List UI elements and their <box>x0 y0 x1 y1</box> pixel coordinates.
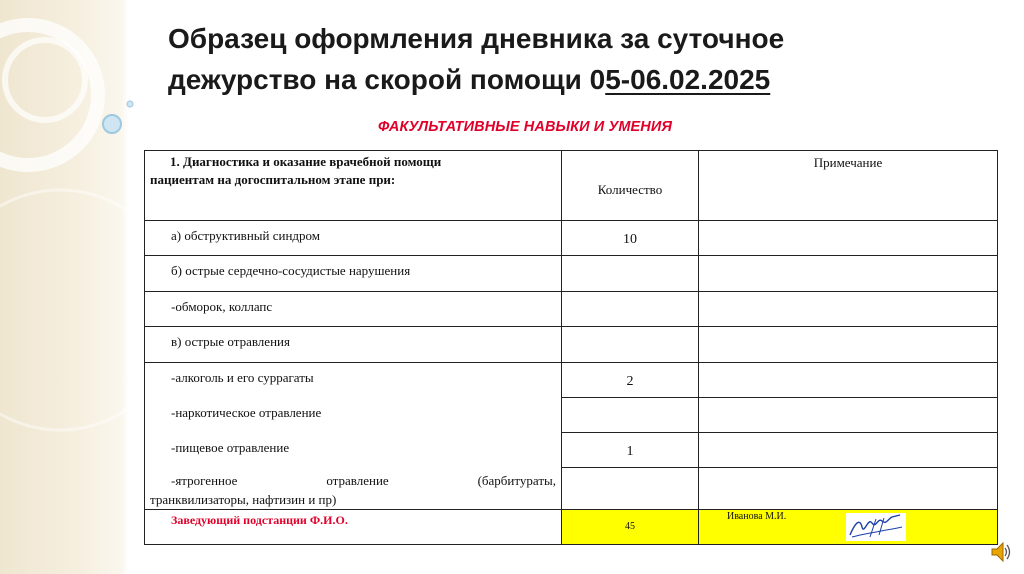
table-footer-row <box>145 509 998 544</box>
row-qty: 10 <box>562 221 699 256</box>
row-qty <box>562 256 699 292</box>
row-label: -пищевое отравление <box>145 433 562 468</box>
row-label-word: (барбитураты, <box>477 472 556 488</box>
title-line-2-prefix: дежурство на скорой помощи 0 <box>168 64 606 95</box>
row-note <box>699 398 998 433</box>
footer-label: Заведующий подстанции Ф.И.О. <box>145 509 562 544</box>
decorative-circles <box>0 0 160 574</box>
row-qty <box>562 398 699 433</box>
row-note <box>699 363 998 398</box>
header-count: Количество <box>562 151 699 221</box>
signature-image <box>846 513 906 541</box>
footer-note: Иванова М.И. <box>727 510 787 522</box>
row-qty: 1 <box>562 433 699 468</box>
row-qty <box>562 327 699 363</box>
table-row <box>145 327 998 363</box>
section-subtitle: ФАКУЛЬТАТИВНЫЕ НАВЫКИ И УМЕНИЯ <box>378 119 673 135</box>
row-note <box>699 256 998 292</box>
table-row <box>145 221 998 256</box>
table-row <box>145 433 998 468</box>
table-row <box>145 292 998 327</box>
row-note <box>699 292 998 327</box>
diary-table <box>144 150 998 545</box>
page-title <box>168 18 948 100</box>
header-note: Примечание <box>699 151 998 221</box>
row-label-word: -ятрогенное <box>171 472 238 488</box>
row-label-line-1 <box>150 471 556 490</box>
row-label: -алкоголь и его суррагаты <box>145 363 562 398</box>
row-note <box>699 433 998 468</box>
table-row <box>145 363 998 398</box>
title-line-1: Образец оформления дневника за суточное <box>168 23 785 54</box>
header-label-cell <box>145 151 562 221</box>
table-header-row <box>145 151 998 221</box>
row-note <box>699 468 998 510</box>
row-label: а) обструктивный синдром <box>145 221 562 256</box>
table-row <box>145 256 998 292</box>
row-label-iatrogenic <box>145 468 562 510</box>
row-label-word: отравление <box>326 472 389 488</box>
table-row <box>145 468 998 510</box>
title-date: 5-06.02.2025 <box>605 64 771 95</box>
footer-note-cell <box>699 509 998 544</box>
row-note <box>699 327 998 363</box>
header-label-line-2: пациентам на догоспитальном этапе при: <box>150 172 396 187</box>
header-label-line-1: 1. Диагностика и оказание врачебной помощи <box>170 154 442 169</box>
table-row <box>145 398 998 433</box>
speaker-icon[interactable] <box>990 540 1012 564</box>
row-label-line-2: транквилизаторы, нафтизин и пр) <box>150 491 337 507</box>
row-qty: 2 <box>562 363 699 398</box>
row-label: -наркотическое отравление <box>145 398 562 433</box>
row-note <box>699 221 998 256</box>
row-label: -обморок, коллапс <box>145 292 562 327</box>
row-qty <box>562 292 699 327</box>
row-label: б) острые сердечно-сосудистые нарушения <box>145 256 562 292</box>
row-qty <box>562 468 699 510</box>
row-label: в) острые отравления <box>145 327 562 363</box>
title-line-2 <box>168 59 948 100</box>
footer-qty: 45 <box>562 509 699 544</box>
